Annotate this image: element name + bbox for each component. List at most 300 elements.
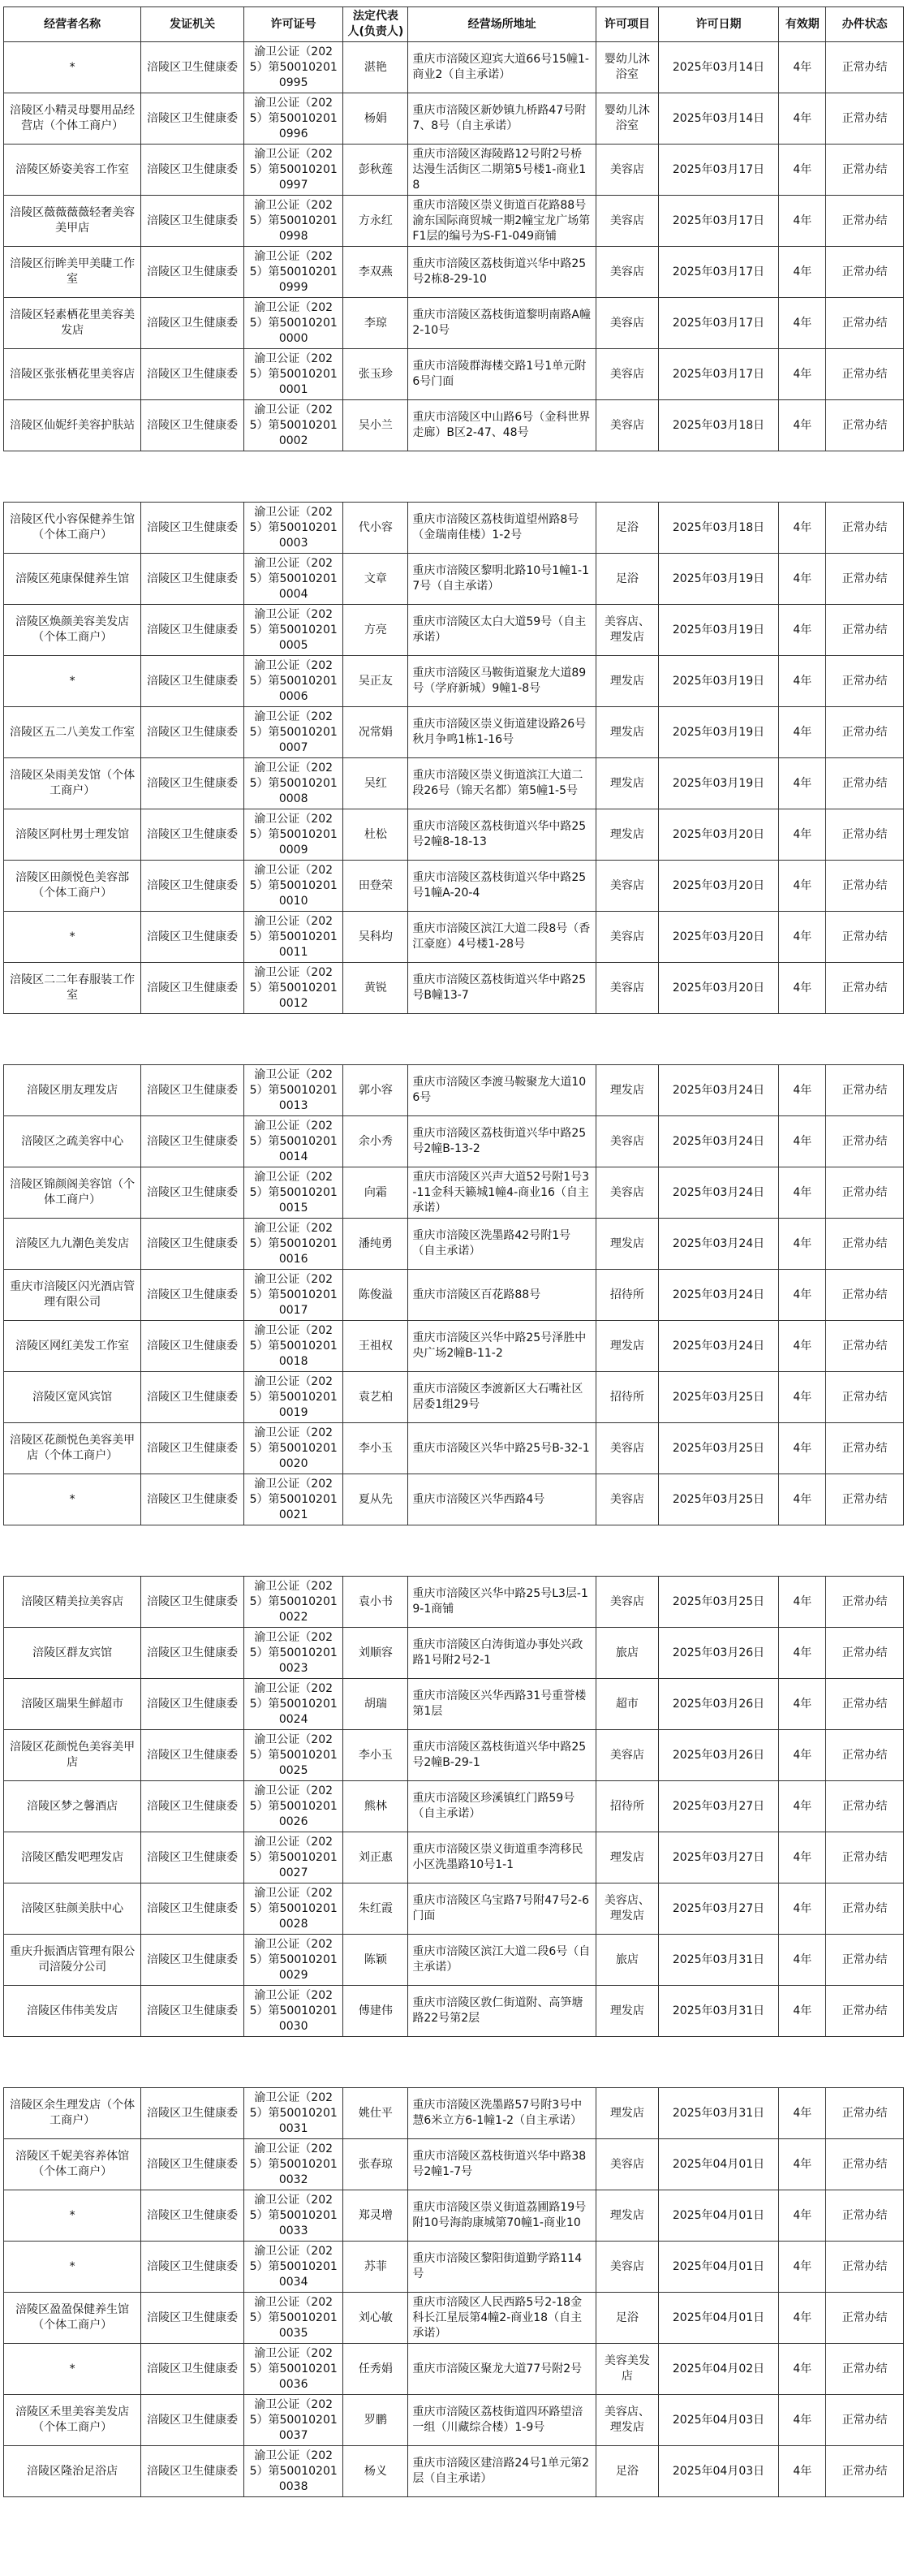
permit-date-cell: 2025年03月31日 — [658, 2088, 778, 2139]
permit-number-cell: 渝卫公证（2025）第500102010016 — [243, 1219, 343, 1270]
operator-name-cell: 涪陵区禾里美容美发店（个体工商户） — [4, 2395, 141, 2446]
permit-number-cell: 渝卫公证（2025）第500102010001 — [243, 349, 343, 400]
business-address-cell: 重庆市涪陵区聚龙大道77号附2号 — [408, 2344, 596, 2395]
permit-date-cell: 2025年03月24日 — [658, 1321, 778, 1372]
permit-date-cell: 2025年03月27日 — [658, 1883, 778, 1935]
validity-period-cell: 4年 — [779, 2446, 826, 2497]
legal-representative-cell: 代小容 — [343, 503, 408, 554]
issuing-authority-cell: 涪陵区卫生健康委 — [141, 247, 244, 298]
business-address-cell: 重庆市涪陵区洗墨路57号附3号中慧6米立方6-1幢1-2（自主承诺） — [408, 2088, 596, 2139]
operator-name-cell: 涪陵区酷发吧理发店 — [4, 1832, 141, 1883]
separator-cell — [4, 451, 904, 503]
validity-period-cell: 4年 — [779, 2395, 826, 2446]
issuing-authority-cell: 涪陵区卫生健康委 — [141, 809, 244, 861]
legal-representative-cell: 任秀娟 — [343, 2344, 408, 2395]
validity-period-cell: 4年 — [779, 1935, 826, 1986]
business-address-cell: 重庆市涪陵区滨江大道二段8号（香江豪庭）4号楼1-28号 — [408, 912, 596, 963]
permit-number-cell: 渝卫公证（2025）第500102010008 — [243, 758, 343, 809]
permit-date-cell: 2025年03月25日 — [658, 1423, 778, 1474]
operator-name-cell: 涪陵区伟伟美发店 — [4, 1986, 141, 2037]
table-row — [4, 349, 904, 400]
table-row — [4, 2190, 904, 2242]
legal-representative-cell: 潘纯勇 — [343, 1219, 408, 1270]
validity-period-cell: 4年 — [779, 145, 826, 196]
issuing-authority-cell: 涪陵区卫生健康委 — [141, 298, 244, 349]
table-row — [4, 1423, 904, 1474]
permit-date-cell: 2025年04月01日 — [658, 2242, 778, 2293]
validity-period-cell: 4年 — [779, 1883, 826, 1935]
legal-representative-cell: 余小秀 — [343, 1116, 408, 1167]
issuing-authority-cell: 涪陵区卫生健康委 — [141, 1730, 244, 1781]
status-cell: 正常办结 — [826, 1577, 904, 1628]
permit-number-cell: 渝卫公证（2025）第500102010007 — [243, 707, 343, 758]
validity-period-cell: 4年 — [779, 1219, 826, 1270]
permit-item-cell: 美容店 — [596, 298, 658, 349]
issuing-authority-cell: 涪陵区卫生健康委 — [141, 554, 244, 605]
status-cell: 正常办结 — [826, 42, 904, 93]
permit-number-cell: 渝卫公证（2025）第500102010013 — [243, 1065, 343, 1116]
issuing-authority-cell: 涪陵区卫生健康委 — [141, 2446, 244, 2497]
business-address-cell: 重庆市涪陵区马鞍街道聚龙大道89号（学府新城）9幢1-8号 — [408, 656, 596, 707]
permit-date-cell: 2025年03月17日 — [658, 247, 778, 298]
issuing-authority-cell: 涪陵区卫生健康委 — [141, 400, 244, 451]
issuing-authority-cell: 涪陵区卫生健康委 — [141, 605, 244, 656]
business-address-cell: 重庆市涪陵区滨江大道二段6号（自主承诺） — [408, 1935, 596, 1986]
legal-representative-cell: 张春琼 — [343, 2139, 408, 2190]
business-address-cell: 重庆市涪陵区荔枝街道四环路望涪一组（川藏综合楼）1-9号 — [408, 2395, 596, 2446]
header-validity-period: 有效期 — [779, 7, 826, 42]
operator-name-cell: * — [4, 656, 141, 707]
permit-item-cell: 招待所 — [596, 1781, 658, 1832]
business-address-cell: 重庆市涪陵区百花路88号 — [408, 1270, 596, 1321]
legal-representative-cell: 杨义 — [343, 2446, 408, 2497]
legal-representative-cell: 夏从先 — [343, 1474, 408, 1525]
issuing-authority-cell: 涪陵区卫生健康委 — [141, 2190, 244, 2242]
table-row — [4, 2139, 904, 2190]
permit-number-cell: 渝卫公证（2025）第500102010012 — [243, 963, 343, 1014]
legal-representative-cell: 吴正友 — [343, 656, 408, 707]
permit-date-cell: 2025年04月03日 — [658, 2395, 778, 2446]
legal-representative-cell: 刘正惠 — [343, 1832, 408, 1883]
operator-name-cell: 涪陵区娇姿美容工作室 — [4, 145, 141, 196]
operator-name-cell: 涪陵区衍眸美甲美睫工作室 — [4, 247, 141, 298]
permit-date-cell: 2025年03月17日 — [658, 145, 778, 196]
business-address-cell: 重庆市涪陵区崇义街道百花路88号渝东国际商贸城一期2幢宝龙广场第F1层的编号为S-F1-049商铺 — [408, 196, 596, 247]
permit-item-cell: 理发店 — [596, 1986, 658, 2037]
validity-period-cell: 4年 — [779, 809, 826, 861]
legal-representative-cell: 袁小书 — [343, 1577, 408, 1628]
status-cell: 正常办结 — [826, 2446, 904, 2497]
validity-period-cell: 4年 — [779, 1167, 826, 1219]
business-address-cell: 重庆市涪陵区崇义街道重李湾移民小区洗墨路10号1-1 — [408, 1832, 596, 1883]
header-permit-number: 许可证号 — [243, 7, 343, 42]
business-address-cell: 重庆市涪陵区乌宝路7号附47号2-6门面 — [408, 1883, 596, 1935]
operator-name-cell: * — [4, 2242, 141, 2293]
table-row — [4, 2344, 904, 2395]
operator-name-cell: 涪陵区花颜悦色美容美甲店（个体工商户） — [4, 1423, 141, 1474]
permit-item-cell: 美容店 — [596, 1116, 658, 1167]
operator-name-cell: 涪陵区苑康保健养生馆 — [4, 554, 141, 605]
table-row — [4, 963, 904, 1014]
permit-item-cell: 招待所 — [596, 1270, 658, 1321]
permit-date-cell: 2025年03月24日 — [658, 1167, 778, 1219]
operator-name-cell: 涪陵区薇薇薇薇轻奢美容美甲店 — [4, 196, 141, 247]
issuing-authority-cell: 涪陵区卫生健康委 — [141, 503, 244, 554]
header-status: 办件状态 — [826, 7, 904, 42]
table-row — [4, 1832, 904, 1883]
status-cell: 正常办结 — [826, 707, 904, 758]
legal-representative-cell: 傅建伟 — [343, 1986, 408, 2037]
status-cell: 正常办结 — [826, 1781, 904, 1832]
status-cell: 正常办结 — [826, 2344, 904, 2395]
permit-item-cell: 理发店 — [596, 1065, 658, 1116]
permit-item-cell: 美容店 — [596, 861, 658, 912]
permit-item-cell: 旅店 — [596, 1935, 658, 1986]
table-row — [4, 1986, 904, 2037]
operator-name-cell: 涪陵区精美拉美容店 — [4, 1577, 141, 1628]
permit-number-cell: 渝卫公证（2025）第500102010004 — [243, 554, 343, 605]
table-row — [4, 1628, 904, 1679]
permit-item-cell: 理发店 — [596, 809, 658, 861]
permit-number-cell: 渝卫公证（2025）第500102010011 — [243, 912, 343, 963]
issuing-authority-cell: 涪陵区卫生健康委 — [141, 349, 244, 400]
issuing-authority-cell: 涪陵区卫生健康委 — [141, 2395, 244, 2446]
table-row — [4, 809, 904, 861]
operator-name-cell: 涪陵区瑞果生鲜超市 — [4, 1679, 141, 1730]
status-cell: 正常办结 — [826, 1883, 904, 1935]
validity-period-cell: 4年 — [779, 1577, 826, 1628]
table-row — [4, 1883, 904, 1935]
issuing-authority-cell: 涪陵区卫生健康委 — [141, 861, 244, 912]
issuing-authority-cell: 涪陵区卫生健康委 — [141, 1832, 244, 1883]
issuing-authority-cell: 涪陵区卫生健康委 — [141, 1116, 244, 1167]
permit-date-cell: 2025年04月01日 — [658, 2139, 778, 2190]
validity-period-cell: 4年 — [779, 1372, 826, 1423]
legal-representative-cell: 吴小兰 — [343, 400, 408, 451]
business-address-cell: 重庆市涪陵区太白大道59号（自主承诺） — [408, 605, 596, 656]
business-address-cell: 重庆市涪陵区中山路6号（金科世界走廊）B区2-47、48号 — [408, 400, 596, 451]
issuing-authority-cell: 涪陵区卫生健康委 — [141, 758, 244, 809]
permit-date-cell: 2025年03月24日 — [658, 1116, 778, 1167]
table-row — [4, 2242, 904, 2293]
operator-name-cell: 涪陵区宽风宾馆 — [4, 1372, 141, 1423]
issuing-authority-cell: 涪陵区卫生健康委 — [141, 1321, 244, 1372]
permit-item-cell: 美容店 — [596, 2242, 658, 2293]
table-row — [4, 1321, 904, 1372]
status-cell: 正常办结 — [826, 196, 904, 247]
business-address-cell: 重庆市涪陵区荔枝街道兴华中路25号2栋8-29-10 — [408, 247, 596, 298]
permit-date-cell: 2025年03月25日 — [658, 1474, 778, 1525]
status-cell: 正常办结 — [826, 554, 904, 605]
operator-name-cell: 涪陵区张张栖花里美容店 — [4, 349, 141, 400]
legal-representative-cell: 况常娟 — [343, 707, 408, 758]
operator-name-cell: 涪陵区朋友理发店 — [4, 1065, 141, 1116]
status-cell: 正常办结 — [826, 1372, 904, 1423]
operator-name-cell: 涪陵区田颜悦色美容部（个体工商户） — [4, 861, 141, 912]
business-address-cell: 重庆市涪陵区珍溪镇红门路59号（自主承诺） — [408, 1781, 596, 1832]
issuing-authority-cell: 涪陵区卫生健康委 — [141, 2088, 244, 2139]
validity-period-cell: 4年 — [779, 2088, 826, 2139]
issuing-authority-cell: 涪陵区卫生健康委 — [141, 1474, 244, 1525]
validity-period-cell: 4年 — [779, 1321, 826, 1372]
permit-item-cell: 美容店 — [596, 400, 658, 451]
header-business-address: 经营场所地址 — [408, 7, 596, 42]
status-cell: 正常办结 — [826, 1219, 904, 1270]
issuing-authority-cell: 涪陵区卫生健康委 — [141, 912, 244, 963]
permit-date-cell: 2025年03月20日 — [658, 963, 778, 1014]
permit-item-cell: 美容店 — [596, 1474, 658, 1525]
permit-number-cell: 渝卫公证（2025）第500102010019 — [243, 1372, 343, 1423]
table-row — [4, 758, 904, 809]
status-cell: 正常办结 — [826, 1116, 904, 1167]
business-address-cell: 重庆市涪陵区李渡马鞍聚龙大道106号 — [408, 1065, 596, 1116]
business-address-cell: 重庆市涪陵区海陵路12号附2号桥达漫生活街区二期第5号楼1-商业18 — [408, 145, 596, 196]
table-row — [4, 93, 904, 145]
issuing-authority-cell: 涪陵区卫生健康委 — [141, 707, 244, 758]
permit-number-cell: 渝卫公证（2025）第500102010022 — [243, 1577, 343, 1628]
permit-item-cell: 美容美发店 — [596, 2344, 658, 2395]
business-address-cell: 重庆市涪陵区兴华中路25号泽胜中央广场2幢B-11-2 — [408, 1321, 596, 1372]
validity-period-cell: 4年 — [779, 758, 826, 809]
operator-name-cell: * — [4, 2344, 141, 2395]
issuing-authority-cell: 涪陵区卫生健康委 — [141, 1883, 244, 1935]
legal-representative-cell: 苏菲 — [343, 2242, 408, 2293]
permit-date-cell: 2025年03月26日 — [658, 1628, 778, 1679]
table-row — [4, 1116, 904, 1167]
business-address-cell: 重庆市涪陵区人民西路5号2-18金科长江星辰第4幢2-商业18（自主承诺） — [408, 2293, 596, 2344]
status-cell: 正常办结 — [826, 145, 904, 196]
business-address-cell: 重庆市涪陵区新妙镇九桥路47号附7、8号（自主承诺） — [408, 93, 596, 145]
status-cell: 正常办结 — [826, 1474, 904, 1525]
legal-representative-cell: 田登荣 — [343, 861, 408, 912]
table-row — [4, 707, 904, 758]
permit-item-cell: 美容店 — [596, 2139, 658, 2190]
permit-date-cell: 2025年03月14日 — [658, 93, 778, 145]
permit-number-cell: 渝卫公证（2025）第500102010027 — [243, 1832, 343, 1883]
business-address-cell: 重庆市涪陵区荔枝街道兴华中路25号2幢8-18-13 — [408, 809, 596, 861]
table-row — [4, 1679, 904, 1730]
status-cell: 正常办结 — [826, 400, 904, 451]
permit-date-cell: 2025年03月17日 — [658, 349, 778, 400]
table-row — [4, 1219, 904, 1270]
permit-item-cell: 理发店 — [596, 1832, 658, 1883]
permit-item-cell: 婴幼儿沐浴室 — [596, 42, 658, 93]
operator-name-cell: * — [4, 2190, 141, 2242]
status-cell: 正常办结 — [826, 2293, 904, 2344]
permit-item-cell: 理发店 — [596, 1219, 658, 1270]
legal-representative-cell: 王祖权 — [343, 1321, 408, 1372]
status-cell: 正常办结 — [826, 758, 904, 809]
permit-item-cell: 美容店 — [596, 247, 658, 298]
operator-name-cell: 涪陵区五二八美发工作室 — [4, 707, 141, 758]
status-cell: 正常办结 — [826, 963, 904, 1014]
validity-period-cell: 4年 — [779, 2190, 826, 2242]
permit-number-cell: 渝卫公证（2025）第500102010028 — [243, 1883, 343, 1935]
permit-date-cell: 2025年03月25日 — [658, 1372, 778, 1423]
table-row — [4, 1935, 904, 1986]
business-address-cell: 重庆市涪陵区黎阳街道勤学路114号 — [408, 2242, 596, 2293]
status-cell: 正常办结 — [826, 605, 904, 656]
legal-representative-cell: 张玉珍 — [343, 349, 408, 400]
permit-number-cell: 渝卫公证（2025）第500102010006 — [243, 656, 343, 707]
validity-period-cell: 4年 — [779, 1423, 826, 1474]
issuing-authority-cell: 涪陵区卫生健康委 — [141, 2293, 244, 2344]
permit-date-cell: 2025年03月20日 — [658, 861, 778, 912]
business-address-cell: 重庆市涪陵群海楼交路1号1单元附6号门面 — [408, 349, 596, 400]
permit-number-cell: 渝卫公证（2025）第500102010002 — [243, 400, 343, 451]
permit-number-cell: 渝卫公证（2025）第500102010023 — [243, 1628, 343, 1679]
permit-number-cell: 渝卫公证（2025）第500102010029 — [243, 1935, 343, 1986]
status-cell: 正常办结 — [826, 1270, 904, 1321]
legal-representative-cell: 吴科均 — [343, 912, 408, 963]
operator-name-cell: 涪陵区余生理发店（个体工商户） — [4, 2088, 141, 2139]
separator-cell — [4, 1014, 904, 1065]
header-issuing-authority: 发证机关 — [141, 7, 244, 42]
legal-representative-cell: 陈颖 — [343, 1935, 408, 1986]
issuing-authority-cell: 涪陵区卫生健康委 — [141, 1219, 244, 1270]
business-address-cell: 重庆市涪陵区荔枝街道黎明南路A幢2-10号 — [408, 298, 596, 349]
permit-date-cell: 2025年03月24日 — [658, 1219, 778, 1270]
permit-date-cell: 2025年04月02日 — [658, 2344, 778, 2395]
table-header — [4, 7, 904, 42]
validity-period-cell: 4年 — [779, 605, 826, 656]
permit-item-cell: 美容店 — [596, 1167, 658, 1219]
validity-period-cell: 4年 — [779, 1270, 826, 1321]
permit-number-cell: 渝卫公证（2025）第500102010015 — [243, 1167, 343, 1219]
status-cell: 正常办结 — [826, 656, 904, 707]
permit-item-cell: 足浴 — [596, 503, 658, 554]
status-cell: 正常办结 — [826, 1935, 904, 1986]
status-cell: 正常办结 — [826, 1167, 904, 1219]
permit-number-cell: 渝卫公证（2025）第500102010025 — [243, 1730, 343, 1781]
permit-item-cell: 美容店 — [596, 912, 658, 963]
business-address-cell: 重庆市涪陵区黎明北路10号1幢1-17号（自主承诺） — [408, 554, 596, 605]
permit-number-cell: 渝卫公证（2025）第500102010003 — [243, 503, 343, 554]
issuing-authority-cell: 涪陵区卫生健康委 — [141, 196, 244, 247]
permit-item-cell: 理发店 — [596, 2190, 658, 2242]
permit-date-cell: 2025年03月27日 — [658, 1832, 778, 1883]
permit-number-cell: 渝卫公证（2025）第500102010997 — [243, 145, 343, 196]
table-row — [4, 1065, 904, 1116]
issuing-authority-cell: 涪陵区卫生健康委 — [141, 1628, 244, 1679]
permit-date-cell: 2025年03月19日 — [658, 554, 778, 605]
separator-cell — [4, 2037, 904, 2088]
permit-date-cell: 2025年03月27日 — [658, 1781, 778, 1832]
legal-representative-cell: 杜松 — [343, 809, 408, 861]
legal-representative-cell: 李小玉 — [343, 1730, 408, 1781]
operator-name-cell: 涪陵区轻素栖花里美容美发店 — [4, 298, 141, 349]
legal-representative-cell: 朱红霞 — [343, 1883, 408, 1935]
table-row — [4, 1372, 904, 1423]
business-address-cell: 重庆市涪陵区白涛街道办事处兴政路1号附2号2-1 — [408, 1628, 596, 1679]
permit-date-cell: 2025年04月03日 — [658, 2446, 778, 2497]
permit-item-cell: 美容店 — [596, 145, 658, 196]
operator-name-cell: 涪陵区仙妮纤美容护肤站 — [4, 400, 141, 451]
table-row — [4, 2395, 904, 2446]
table-row — [4, 2446, 904, 2497]
validity-period-cell: 4年 — [779, 1832, 826, 1883]
group-separator — [4, 1525, 904, 1577]
legal-representative-cell: 刘顺容 — [343, 1628, 408, 1679]
legal-representative-cell: 陈俊溢 — [343, 1270, 408, 1321]
legal-representative-cell: 湛艳 — [343, 42, 408, 93]
issuing-authority-cell: 涪陵区卫生健康委 — [141, 1065, 244, 1116]
issuing-authority-cell: 涪陵区卫生健康委 — [141, 1986, 244, 2037]
permit-item-cell: 足浴 — [596, 2446, 658, 2497]
legal-representative-cell: 郑灵增 — [343, 2190, 408, 2242]
legal-representative-cell: 罗鹏 — [343, 2395, 408, 2446]
permit-date-cell: 2025年03月31日 — [658, 1935, 778, 1986]
table-row — [4, 42, 904, 93]
status-cell: 正常办结 — [826, 1832, 904, 1883]
table-row — [4, 1577, 904, 1628]
permit-item-cell: 美容店 — [596, 349, 658, 400]
table-body — [4, 42, 904, 2497]
validity-period-cell: 4年 — [779, 1679, 826, 1730]
status-cell: 正常办结 — [826, 912, 904, 963]
group-separator — [4, 451, 904, 503]
legal-representative-cell: 胡瑞 — [343, 1679, 408, 1730]
operator-name-cell: 涪陵区网红美发工作室 — [4, 1321, 141, 1372]
table-row — [4, 605, 904, 656]
operator-name-cell: 涪陵区花颜悦色美容美甲店 — [4, 1730, 141, 1781]
business-address-cell: 重庆市涪陵区荔枝街道兴华中路25号1幢A-20-4 — [408, 861, 596, 912]
table-row — [4, 196, 904, 247]
operator-name-cell: 涪陵区代小容保健养生馆（个体工商户） — [4, 503, 141, 554]
validity-period-cell: 4年 — [779, 1730, 826, 1781]
business-address-cell: 重庆市涪陵区崇义街道建设路26号秋月争鸣1栋1-16号 — [408, 707, 596, 758]
permit-number-cell: 渝卫公证（2025）第500102010037 — [243, 2395, 343, 2446]
validity-period-cell: 4年 — [779, 1986, 826, 2037]
table-row — [4, 912, 904, 963]
legal-representative-cell: 李小玉 — [343, 1423, 408, 1474]
operator-name-cell: * — [4, 1474, 141, 1525]
issuing-authority-cell: 涪陵区卫生健康委 — [141, 1679, 244, 1730]
validity-period-cell: 4年 — [779, 912, 826, 963]
permit-date-cell: 2025年03月18日 — [658, 400, 778, 451]
business-address-cell: 重庆市涪陵区荔枝街道兴华中路38号2幢1-7号 — [408, 2139, 596, 2190]
legal-representative-cell: 袁艺柏 — [343, 1372, 408, 1423]
permit-date-cell: 2025年03月19日 — [658, 656, 778, 707]
permit-item-cell: 理发店 — [596, 1321, 658, 1372]
permit-number-cell: 渝卫公证（2025）第500102010036 — [243, 2344, 343, 2395]
status-cell: 正常办结 — [826, 809, 904, 861]
permit-date-cell: 2025年03月24日 — [658, 1270, 778, 1321]
validity-period-cell: 4年 — [779, 349, 826, 400]
operator-name-cell: 涪陵区锦颜阁美容馆（个体工商户） — [4, 1167, 141, 1219]
header-permit-item: 许可项目 — [596, 7, 658, 42]
status-cell: 正常办结 — [826, 1730, 904, 1781]
business-address-cell: 重庆市涪陵区兴华中路25号B-32-1 — [408, 1423, 596, 1474]
issuing-authority-cell: 涪陵区卫生健康委 — [141, 1577, 244, 1628]
permit-item-cell: 超市 — [596, 1679, 658, 1730]
permit-number-cell: 渝卫公证（2025）第500102010995 — [243, 42, 343, 93]
operator-name-cell: 涪陵区隆治足浴店 — [4, 2446, 141, 2497]
permit-date-cell: 2025年03月17日 — [658, 298, 778, 349]
status-cell: 正常办结 — [826, 349, 904, 400]
permit-item-cell: 招待所 — [596, 1372, 658, 1423]
validity-period-cell: 4年 — [779, 1065, 826, 1116]
group-separator — [4, 2037, 904, 2088]
business-address-cell: 重庆市涪陵区兴华中路25号L3层-19-1商铺 — [408, 1577, 596, 1628]
validity-period-cell: 4年 — [779, 707, 826, 758]
validity-period-cell: 4年 — [779, 42, 826, 93]
validity-period-cell: 4年 — [779, 247, 826, 298]
permit-item-cell: 足浴 — [596, 2293, 658, 2344]
permit-number-cell: 渝卫公证（2025）第500102010034 — [243, 2242, 343, 2293]
table-row — [4, 656, 904, 707]
permit-item-cell: 美容店、理发店 — [596, 2395, 658, 2446]
